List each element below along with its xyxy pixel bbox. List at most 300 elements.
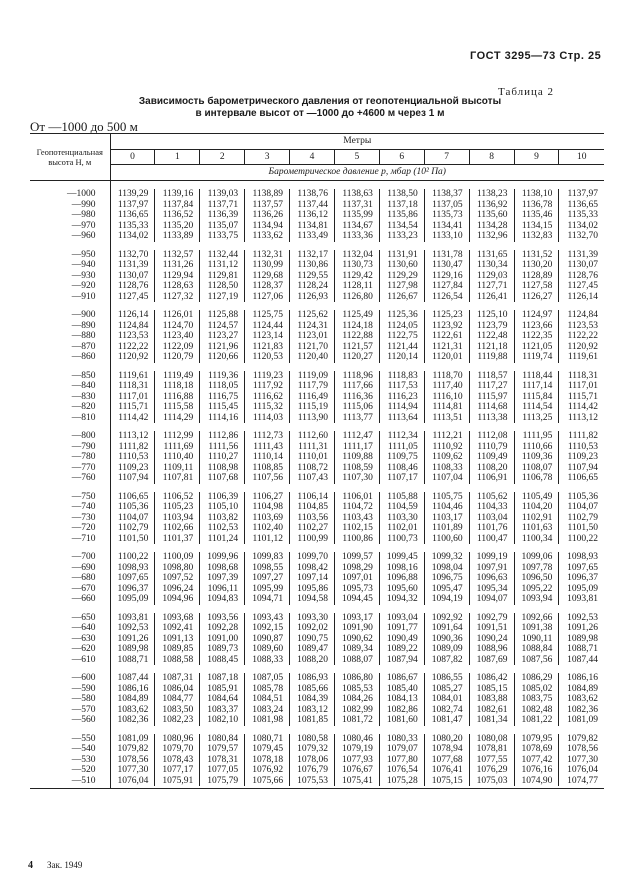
- pressure-cell: [290, 189, 335, 242]
- pressure-cell: [379, 371, 424, 424]
- pressure-value: 1117,14: [522, 381, 553, 391]
- pressure-value: 1110,40: [163, 452, 194, 462]
- pressure-value: 1078,94: [431, 744, 463, 754]
- pressure-value: 1101,89: [432, 523, 463, 533]
- column-header-0: 0: [110, 150, 155, 165]
- pressure-value: 1091,26: [117, 633, 149, 644]
- pressure-value: 1119,49: [163, 370, 194, 381]
- pressure-value: 1097,27: [252, 573, 284, 583]
- pressure-value: 1115,97: [477, 391, 508, 402]
- pressure-value: 1092,92: [431, 612, 463, 623]
- height-values: [30, 371, 110, 424]
- pressure-value: 1132,96: [476, 231, 508, 241]
- pressure-value: 1110,14: [252, 452, 284, 462]
- pressure-cell: [334, 734, 379, 787]
- pressure-value: 1080,84: [207, 733, 239, 744]
- pressure-cell: [155, 552, 200, 605]
- pressure-value: 1098,80: [162, 562, 194, 573]
- pressure-value: 1106,39: [207, 491, 239, 502]
- pressure-cell: [469, 734, 514, 787]
- pressure-value: 1138,23: [476, 189, 508, 199]
- pressure-cell: [245, 613, 290, 666]
- pressure-value: 1087,18: [207, 673, 239, 683]
- pressure-value: 1118,05: [208, 381, 239, 391]
- pressure-value: 1137,71: [207, 199, 239, 210]
- column-header-1: 1: [155, 150, 200, 165]
- height-value: —980: [71, 210, 96, 220]
- pressure-value: 1137,31: [342, 199, 373, 210]
- pressure-value: 1134,15: [521, 220, 553, 231]
- pressure-value: 1113,64: [387, 412, 418, 423]
- pressure-value: 1099,32: [431, 552, 463, 562]
- pressure-value: 1084,39: [297, 694, 328, 704]
- pressure-value: 1128,37: [252, 281, 284, 291]
- height-value: —700: [71, 552, 96, 562]
- pressure-value: 1091,64: [431, 623, 463, 633]
- height-values: [30, 189, 110, 242]
- pressure-cell: [469, 310, 514, 363]
- pressure-value: 1081,72: [341, 715, 373, 725]
- pressure-value: 1077,68: [431, 754, 463, 765]
- pressure-value: 1107,17: [387, 473, 418, 483]
- height-value: —580: [71, 694, 96, 704]
- pressure-value: 1115,06: [342, 402, 373, 412]
- pressure-value: 1122,88: [342, 331, 373, 341]
- pressure-value: 1091,13: [162, 633, 194, 644]
- pressure-value: 1100,22: [117, 552, 149, 562]
- pressure-value: 1099,06: [521, 552, 553, 562]
- height-value: —840: [71, 381, 96, 391]
- pressure-cell: [155, 431, 200, 484]
- pressure-cell: [514, 250, 559, 303]
- pressure-value: 1088,71: [117, 654, 149, 665]
- pressure-value: 1079,45: [252, 744, 284, 754]
- pressure-value: 1127,32: [162, 291, 194, 302]
- pressure-value: 1095,22: [521, 583, 553, 594]
- pressure-value: 1115,32: [252, 402, 284, 412]
- pressure-value: 1130,47: [432, 260, 463, 270]
- pressure-value: 1126,80: [342, 291, 373, 302]
- height-values: [30, 552, 110, 605]
- pressure-cell: [469, 673, 514, 726]
- pressure-value: 1093,43: [252, 612, 284, 623]
- pressure-value: 1139,16: [162, 189, 194, 199]
- pressure-value: 1100,47: [476, 533, 508, 544]
- pressure-value: 1097,14: [297, 573, 328, 583]
- pressure-cell: [379, 310, 424, 363]
- height-value: —630: [71, 633, 96, 644]
- pressure-cell: [245, 310, 290, 363]
- pressure-value: 1081,09: [567, 715, 598, 725]
- pressure-value: 1126,01: [162, 310, 194, 320]
- pressure-value: 1136,26: [252, 210, 284, 220]
- pressure-value: 1116,10: [432, 391, 463, 402]
- pressure-cell: [424, 552, 469, 605]
- pressure-value: 1087,31: [162, 673, 194, 683]
- pressure-value: 1101,76: [476, 523, 508, 533]
- pressure-value: 1105,36: [567, 491, 598, 502]
- pressure-value: 1102,40: [252, 523, 284, 533]
- pressure-cell: [424, 673, 469, 726]
- pressure-value: 1095,09: [567, 583, 598, 594]
- pressure-value: 1134,02: [567, 220, 598, 231]
- pressure-value: 1084,89: [117, 694, 149, 704]
- pressure-value: 1126,67: [387, 291, 418, 302]
- pressure-value: 1103,04: [476, 512, 508, 523]
- pressure-value: 1086,04: [162, 683, 194, 694]
- pressure-value: 1110,01: [297, 452, 328, 462]
- pressure-value: 1100,99: [297, 533, 328, 544]
- pressure-cell: [155, 189, 200, 242]
- pressure-value: 1123,27: [207, 331, 239, 341]
- pressure-value: 1101,37: [162, 533, 194, 544]
- pressure-cell: [200, 673, 245, 726]
- pressure-value: 1136,65: [117, 210, 149, 220]
- pressure-value: 1108,72: [297, 462, 328, 473]
- pressure-cell: [469, 492, 514, 545]
- pressure-value: 1109,49: [476, 452, 508, 462]
- pressure-value: 1102,91: [521, 512, 553, 523]
- column-header-2: 2: [200, 150, 245, 165]
- pressure-value: 1137,05: [432, 199, 463, 210]
- pressure-value: 1132,44: [207, 249, 239, 260]
- pressure-value: 1092,66: [521, 612, 553, 623]
- pressure-value: 1120,66: [207, 352, 239, 362]
- pressure-cell: [110, 734, 155, 787]
- pressure-value: 1111,82: [118, 441, 149, 452]
- pressure-value: 1086,80: [341, 673, 373, 683]
- pressure-value: 1133,36: [342, 231, 373, 241]
- pressure-value: 1081,22: [521, 715, 553, 725]
- pressure-cell: [514, 431, 559, 484]
- pressure-value: 1079,95: [521, 733, 553, 744]
- pressure-value: 1096,37: [567, 573, 598, 583]
- pressure-value: 1138,10: [521, 189, 553, 199]
- pressure-value: 1139,03: [207, 189, 239, 199]
- pressure-value: 1105,10: [207, 502, 239, 512]
- pressure-value: 1096,24: [162, 583, 194, 594]
- pressure-value: 1136,78: [521, 199, 553, 210]
- pressure-value: 1092,53: [567, 612, 598, 623]
- pressure-value: 1117,27: [477, 381, 508, 391]
- pressure-cell: [110, 431, 155, 484]
- pressure-cell: [245, 250, 290, 303]
- pressure-value: 1127,58: [521, 281, 553, 291]
- pressure-cell: [379, 492, 424, 545]
- pressure-value: 1083,75: [521, 694, 553, 704]
- pressure-value: 1086,29: [521, 673, 553, 683]
- pressure-value: 1088,45: [207, 654, 239, 665]
- pressure-value: 1114,16: [208, 412, 239, 423]
- pressure-value: 1079,70: [162, 744, 194, 754]
- column-header-9: 9: [514, 150, 559, 165]
- pressure-cell: [379, 250, 424, 303]
- pressure-value: 1137,84: [162, 199, 194, 210]
- pressure-value: 1097,39: [207, 573, 239, 583]
- pressure-value: 1097,01: [341, 573, 373, 583]
- pressure-value: 1127,06: [252, 291, 284, 302]
- pressure-value: 1135,20: [162, 220, 194, 231]
- pressure-value: 1134,28: [476, 220, 508, 231]
- pressure-value: 1127,71: [476, 281, 508, 291]
- pressure-value: 1108,85: [252, 462, 284, 473]
- pressure-cell: [110, 673, 155, 726]
- pressure-value: 1090,36: [431, 633, 463, 644]
- pressure-value: 1107,94: [117, 473, 149, 483]
- pressure-cell: [424, 431, 469, 484]
- pressure-value: 1083,12: [297, 704, 328, 715]
- pressure-value: 1088,96: [476, 644, 508, 654]
- pressure-value: 1113,12: [118, 431, 149, 441]
- pressure-value: 1124,70: [162, 320, 194, 331]
- pressure-value: 1103,17: [432, 512, 463, 523]
- pressure-cell: [559, 734, 604, 787]
- pressure-value: 1114,68: [477, 402, 508, 412]
- pressure-value: 1114,54: [522, 402, 553, 412]
- height-value: —680: [71, 573, 96, 583]
- pressure-cell: [334, 492, 379, 545]
- pressure-value: 1079,82: [117, 744, 149, 754]
- height-value: —760: [71, 473, 96, 483]
- column-header-6: 6: [379, 150, 424, 165]
- height-value: —740: [71, 502, 96, 512]
- pressure-value: 1084,77: [162, 694, 194, 704]
- pressure-cell: [514, 310, 559, 363]
- pressure-value: 1112,47: [342, 431, 373, 441]
- pressure-value: 1082,23: [162, 715, 194, 725]
- pressure-value: 1089,09: [431, 644, 463, 654]
- pressure-value: 1135,33: [117, 220, 149, 231]
- pressure-value: 1133,75: [207, 231, 239, 241]
- pressure-value: 1134,81: [297, 220, 328, 231]
- height-value: —610: [71, 654, 96, 665]
- pressure-value: 1115,19: [297, 402, 328, 412]
- height-value: —830: [71, 391, 96, 402]
- pressure-value: 1132,83: [521, 231, 553, 241]
- pressure-value: 1135,86: [387, 210, 418, 220]
- pressure-value: 1077,05: [207, 765, 239, 775]
- height-value: —870: [71, 341, 96, 352]
- pressure-cell: [514, 613, 559, 666]
- pressure-value: 1127,19: [207, 291, 239, 302]
- pressure-value: 1095,60: [386, 583, 418, 594]
- pressure-value: 1079,19: [341, 744, 373, 754]
- pressure-value: 1082,99: [341, 704, 373, 715]
- pressure-value: 1130,20: [521, 260, 553, 270]
- height-value: —940: [71, 260, 96, 270]
- pressure-value: 1128,24: [297, 281, 328, 291]
- order-number: Зак. 1949: [47, 860, 83, 870]
- pressure-cell: [559, 552, 604, 605]
- pressure-value: 1094,07: [476, 594, 508, 604]
- pressure-value: 1132,70: [567, 231, 598, 241]
- pressure-value: 1081,47: [431, 715, 463, 725]
- pressure-value: 1132,04: [342, 249, 373, 260]
- pressure-cell: [514, 189, 559, 242]
- pressure-value: 1112,99: [163, 431, 194, 441]
- pressure-value: 1103,43: [342, 512, 373, 523]
- pressure-cell: [110, 310, 155, 363]
- height-value: —530: [71, 754, 96, 765]
- pressure-value: 1081,85: [297, 715, 328, 725]
- pressure-cell: [559, 189, 604, 242]
- pressure-value: 1114,42: [567, 402, 598, 412]
- pressure-value: 1086,42: [476, 673, 508, 683]
- pressure-value: 1117,79: [297, 381, 328, 391]
- pressure-cell: [379, 673, 424, 726]
- pressure-cell: [559, 492, 604, 545]
- pressure-value: 1129,94: [162, 270, 194, 281]
- pressure-value: 1098,04: [431, 562, 463, 573]
- pressure-value: 1125,10: [476, 310, 508, 320]
- pressure-value: 1085,40: [386, 683, 418, 694]
- pressure-value: 1133,89: [162, 231, 194, 241]
- pressure-value: 1113,90: [297, 412, 328, 423]
- height-value: —750: [71, 491, 96, 502]
- pressure-value: 1118,57: [477, 370, 508, 381]
- pressure-value: 1090,24: [476, 633, 508, 644]
- pressure-value: 1122,35: [521, 331, 553, 341]
- pressure-value: 1107,30: [342, 473, 373, 483]
- pressure-value: 1088,33: [252, 654, 284, 665]
- pressure-value: 1104,85: [297, 502, 328, 512]
- pressure-value: 1136,92: [476, 199, 508, 210]
- height-value: —930: [71, 270, 96, 281]
- pressure-value: 1123,53: [567, 320, 598, 331]
- pressure-value: 1091,90: [341, 623, 373, 633]
- pressure-value: 1088,20: [297, 654, 328, 665]
- pressure-value: 1124,57: [207, 320, 239, 331]
- pressure-value: 1123,92: [432, 320, 463, 331]
- pressure-cell: [110, 371, 155, 424]
- pressure-value: 1102,01: [387, 523, 418, 533]
- pressure-value: 1096,63: [476, 573, 508, 583]
- pressure-value: 1112,21: [432, 431, 463, 441]
- pressure-cell: [334, 250, 379, 303]
- pressure-value: 1132,57: [162, 249, 194, 260]
- height-value: —540: [71, 744, 96, 754]
- pressure-value: 1078,31: [207, 754, 239, 765]
- pressure-value: 1077,80: [386, 754, 418, 765]
- pressure-cell: [334, 613, 379, 666]
- height-value: —730: [71, 512, 96, 523]
- pressure-value: 1120,14: [387, 352, 418, 362]
- pressure-cell: [110, 552, 155, 605]
- pressure-cell: [379, 552, 424, 605]
- pressure-cell: [290, 613, 335, 666]
- pressure-value: 1110,53: [118, 452, 149, 462]
- pressure-value: 1080,20: [431, 733, 463, 744]
- pressure-value: 1101,12: [252, 533, 284, 544]
- pressure-value: 1081,98: [252, 715, 284, 725]
- pressure-value: 1097,52: [162, 573, 194, 583]
- pressure-value: 1094,83: [207, 594, 239, 604]
- pressure-value: 1094,96: [162, 594, 194, 604]
- standard-header: ГОСТ 3295—73 Стр. 25: [470, 50, 602, 62]
- height-values: [30, 492, 110, 545]
- pressure-value: 1113,51: [432, 412, 463, 423]
- pressure-cell: [334, 552, 379, 605]
- table-row-group: [30, 371, 604, 424]
- pressure-value: 1131,12: [207, 260, 239, 270]
- pressure-value: 1107,04: [432, 473, 463, 483]
- pressure-value: 1106,01: [342, 491, 373, 502]
- table-row-group: [30, 250, 604, 303]
- pressure-value: 1084,89: [567, 683, 598, 694]
- pressure-cell: [245, 371, 290, 424]
- pressure-value: 1113,12: [567, 412, 598, 423]
- pressure-value: 1135,60: [476, 210, 508, 220]
- pressure-value: 1112,73: [252, 431, 284, 441]
- pressure-value: 1109,62: [432, 452, 463, 462]
- pressure-value: 1109,23: [567, 452, 598, 462]
- pressure-value: 1123,14: [252, 331, 284, 341]
- pressure-value: 1126,27: [521, 291, 553, 302]
- height-value: —920: [71, 281, 96, 291]
- pressure-value: 1126,14: [567, 291, 598, 302]
- pressure-value: 1087,44: [117, 673, 149, 683]
- pressure-value: 1117,92: [252, 381, 284, 391]
- pressure-value: 1085,27: [431, 683, 463, 694]
- pressure-value: 1118,96: [342, 370, 373, 381]
- pressure-cell: [200, 734, 245, 787]
- pressure-cell: [200, 250, 245, 303]
- pressure-value: 1102,53: [207, 523, 239, 533]
- pressure-value: 1134,54: [387, 220, 418, 231]
- table-title: [110, 96, 530, 120]
- pressure-cell: [559, 310, 604, 363]
- pressure-value: 1085,78: [252, 683, 284, 694]
- height-value: —590: [71, 683, 96, 694]
- pressure-value: 1118,44: [522, 370, 553, 381]
- pressure-value: 1089,98: [117, 644, 149, 654]
- pressure-value: 1104,98: [252, 502, 284, 512]
- pressure-value: 1094,32: [386, 594, 418, 604]
- pressure-value: 1102,66: [162, 523, 194, 533]
- pressure-value: 1117,01: [118, 391, 149, 402]
- pressure-cell: [559, 431, 604, 484]
- pressure-value: 1086,93: [297, 673, 328, 683]
- pressure-value: 1097,65: [567, 562, 598, 573]
- pressure-value: 1104,72: [342, 502, 373, 512]
- pressure-value: 1119,36: [208, 370, 239, 381]
- pressure-cell: [200, 189, 245, 242]
- pressure-value: 1080,46: [341, 733, 373, 744]
- pressure-value: 1118,70: [432, 370, 463, 381]
- pressure-value: 1086,67: [386, 673, 418, 683]
- pressure-value: 1098,93: [567, 552, 598, 562]
- height-value: —970: [71, 220, 96, 231]
- table-row-group: [30, 552, 604, 605]
- pressure-value: 1108,33: [432, 462, 463, 473]
- pressure-value: 1091,51: [476, 623, 508, 633]
- pressure-value: 1133,10: [432, 231, 463, 241]
- pressure-value: 1103,69: [252, 512, 284, 523]
- pressure-value: 1087,44: [567, 654, 598, 665]
- pressure-value: 1118,83: [387, 370, 418, 381]
- height-values: [30, 734, 110, 787]
- pressure-value: 1124,31: [297, 320, 328, 331]
- pressure-value: 1111,56: [208, 441, 239, 452]
- pressure-value: 1131,65: [476, 249, 508, 260]
- pressure-value: 1083,62: [117, 704, 149, 715]
- pressure-value: 1081,60: [386, 715, 418, 725]
- height-value: —880: [71, 331, 96, 341]
- pressure-value: 1118,18: [163, 381, 194, 391]
- pressure-value: 1128,63: [162, 281, 194, 291]
- pressure-value: 1128,76: [117, 281, 149, 291]
- pressure-value: 1095,34: [476, 583, 508, 594]
